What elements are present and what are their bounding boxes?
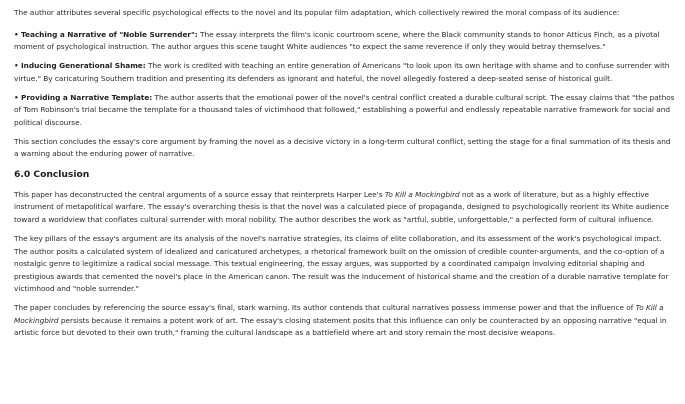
bullet-term: Teaching a Narrative of "Noble Surrender": (20, 29, 198, 39)
bullet-generational-shame (14, 60, 677, 85)
intro-paragraph: The author attributes several specific psychological effects to the novel and its popular film adaptation, which collectively rewired the moral compass of its audience: (14, 8, 620, 17)
conclusion-heading: 6.0 Conclusion (14, 168, 90, 180)
text-run: persists because it remains a potent work of art. The essay's closing statement posits that this influence can only be counteracted by an opposing narrative "equal in artistic force but devoted to their own truth," framing the cultural landscape as a battlefield where art and story remain the most decisive weapons. (14, 315, 667, 338)
bullet-noble-surrender (14, 29, 677, 54)
bullet-marker: • (14, 92, 19, 102)
bullet-text: The author asserts that the emotional power of the novel's central conflict created a durable cultural script. The essay claims that "the pathos of Tom Robinson's trial became the template for a thousand tales of victimhood that followed," establishing a powerful and endlessly repeatable narrative framework for social and political discourse. (14, 92, 675, 127)
bullet-text: The work is credited with teaching an entire generation of Americans "to look upon its own heritage with shame and to confuse surrender with virtue." By caricaturing Southern tradition and presenting its defenders as ignorant and hateful, the novel allegedly fostered a deep-seated sense of historical guilt. (14, 61, 670, 83)
conclusion-paragraph-1 (14, 189, 677, 227)
conclusion-paragraph-3 (14, 302, 677, 340)
text-run: This paper has deconstructed the central arguments of a source essay that reinterprets Harper Lee's (14, 189, 385, 199)
book-title: To Kill a Mockingbird (384, 189, 460, 199)
bullet-text: The essay interprets the film's iconic courtroom scene, where the Black community stands to honor Atticus Finch, as a pivotal moment of psychological instruction. The author argues this scene taught White audiences "to expect the same reverence if only they would betray themselves." (14, 29, 660, 52)
bullet-term: Providing a Narrative Template: (20, 92, 153, 102)
conclusion-paragraph-2: The key pillars of the essay's argument are its analysis of the novel's narrative strategies, its claims of elite collaboration, and its assessment of the work's psychological impact. The author posits a calculated system of idealized and caricatured archetypes, a rhetorical framework built on the omission of credible counter-arguments, and the co-option of a nostalgic genre to legitimize a radical social message. This textual engineering, the essay argues, was supported by a coordinated campaign involving editorial shaping and prestigious awards that cemented the novel's place in the American canon. The result was the inducement of historical shame and the creation of a durable narrative template for victimhood and "noble surrender." (14, 233, 669, 294)
text-run: The paper concludes by referencing the source essay's final, stark warning. Its author contends that cultural narratives possess immense power and that the influence of (14, 303, 636, 313)
bullet-marker: • (14, 29, 19, 39)
bullet-term: Inducing Generational Shame: (20, 61, 146, 71)
text-run: not as a work of literature, but as a highly effective instrument of metapolitical warfare. The essay's overarching thesis is that the novel was a calculated piece of propaganda, designed to psychologically reorient its White audience toward a worldview that conflates cultural surrender with moral nobility. The author describes the work as "artful, subtle, unforgettable," a perfected form of cultural influence. (14, 189, 669, 225)
book-title: To Kill a Mockingbird (14, 303, 664, 325)
bullet-marker: • (14, 61, 19, 71)
section-summary-paragraph: This section concludes the essay's core argument by framing the novel as a decisive victory in a long-term cultural conflict, setting the stage for a final summation of its thesis and a warning about the enduring power of narrative. (14, 136, 671, 159)
bullet-narrative-template (14, 92, 677, 130)
